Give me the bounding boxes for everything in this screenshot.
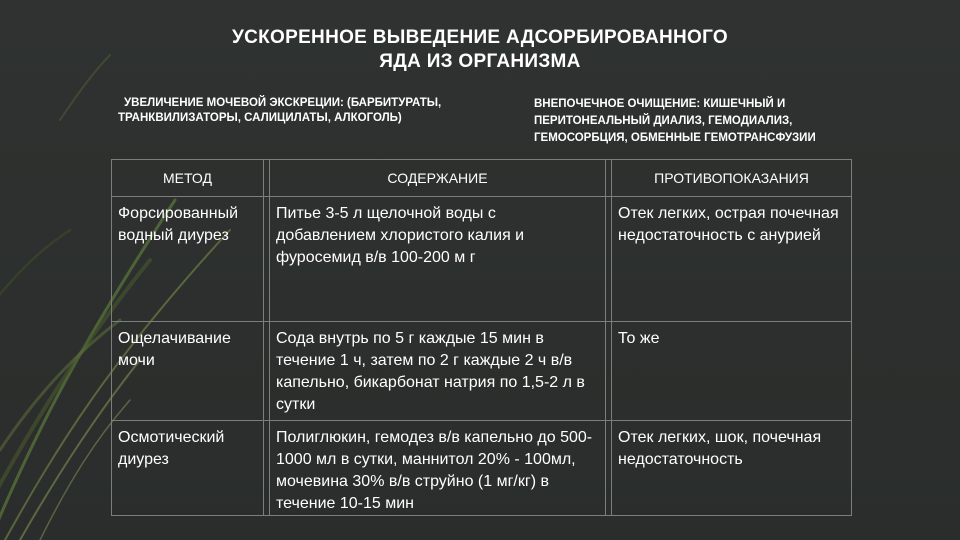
subtitle-left-line-2: ТРАНКВИЛИЗАТОРЫ, САЛИЦИЛАТЫ, АЛКОГОЛЬ) <box>118 112 402 124</box>
title-line-2: ЯДА ИЗ ОРГАНИЗМА <box>379 51 581 72</box>
header-content: СОДЕРЖАНИЕ <box>270 160 606 197</box>
table-row <box>112 421 852 516</box>
cell-method: Форсированный водный диурез <box>112 197 264 322</box>
cell-contraindications: Отек легких, шок, почечная недостаточность <box>612 421 852 516</box>
cell-content: Сода внутрь по 5 г каждые 15 мин в течение 1 ч, затем по 2 г каждые 2 ч в/в капельно, бикарбонат натрия по 1,5-2 л в сутки <box>270 322 606 421</box>
cell-content: Питье 3-5 л щелочной воды с добавлением хлористого калия и фуросемид в/в 100-200 м г <box>270 197 606 322</box>
cell-method: Ощелачивание мочи <box>112 322 264 421</box>
cell-contraindications: То же <box>612 322 852 421</box>
header-contraindications: ПРОТИВОПОКАЗАНИЯ <box>612 160 852 197</box>
table-header-row <box>112 160 852 197</box>
subtitle-left-line-1: УВЕЛИЧЕНИЕ МОЧЕВОЙ ЭКСКРЕЦИИ: (БАРБИТУРАТЫ, <box>124 97 442 109</box>
table-row <box>112 197 852 322</box>
title-line-1: УСКОРЕННОЕ ВЫВЕДЕНИЕ АДСОРБИРОВАННОГО <box>232 27 728 48</box>
subtitle-left <box>118 96 498 126</box>
cell-method: Осмотический диурез <box>112 421 264 516</box>
subtitle-right-line-1: ВНЕПОЧЕЧНОЕ ОЧИЩЕНИЕ: КИШЕЧНЫЙ И <box>534 98 786 110</box>
subtitle-right-line-2: ПЕРИТОНЕАЛЬНЫЙ ДИАЛИЗ, ГЕМОДИАЛИЗ, <box>534 115 793 127</box>
table-row <box>112 322 852 421</box>
page-title <box>180 26 780 74</box>
cell-content: Полиглюкин, гемодез в/в капельно до 500-1000 мл в сутки, маннитол 20% - 100мл, мочевина 30% в/в струйно (1 мг/кг) в течение 10-15 мин <box>270 421 606 516</box>
methods-table <box>111 159 852 516</box>
cell-contraindications: Отек легких, острая почечная недостаточность с анурией <box>612 197 852 322</box>
subtitle-right <box>534 96 914 147</box>
header-method: МЕТОД <box>112 160 264 197</box>
subtitle-right-line-3: ГЕМОСОРБЦИЯ, ОБМЕННЫЕ ГЕМОТРАНСФУЗИИ <box>534 132 816 144</box>
